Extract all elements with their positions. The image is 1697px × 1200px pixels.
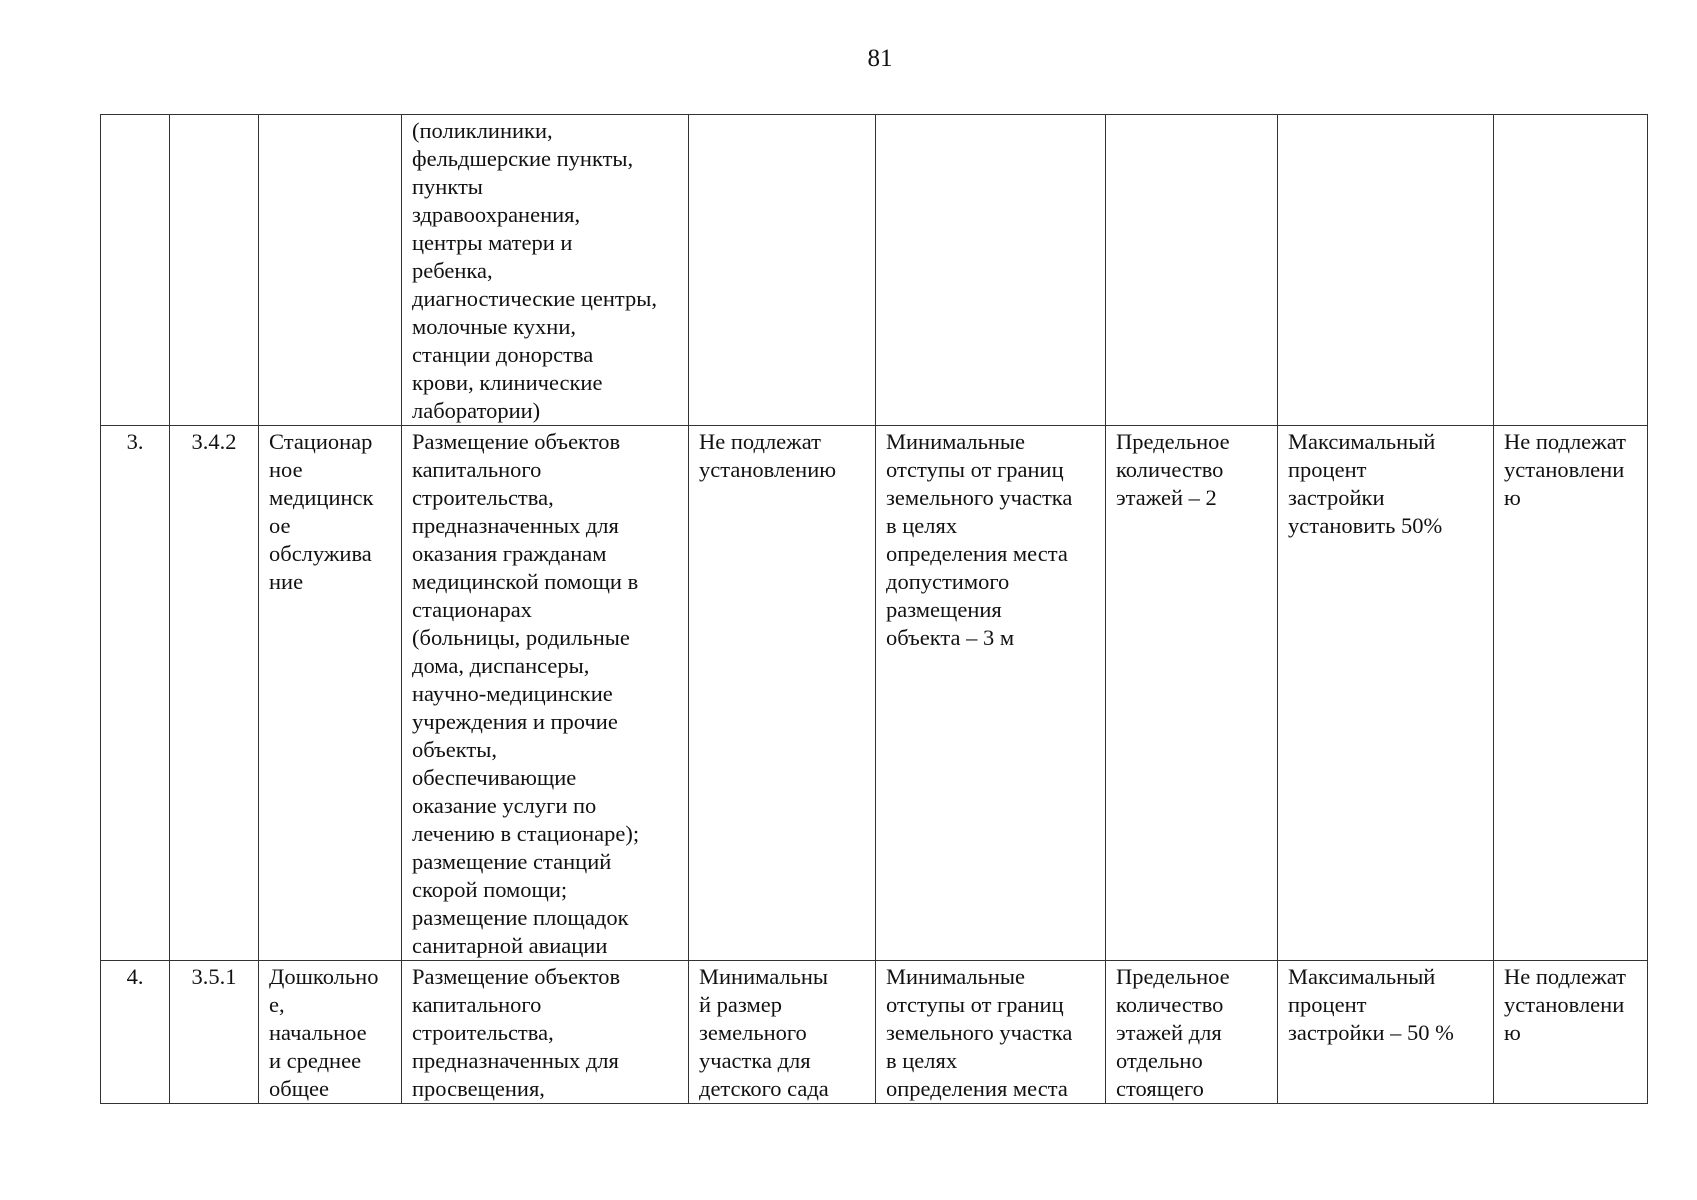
- row-number-cell: [101, 115, 170, 426]
- setbacks-cell: [876, 115, 1106, 426]
- use-name-cell: Дошкольно е, начальное и среднее общее: [259, 961, 402, 1104]
- table-row: [101, 426, 1648, 961]
- floors-cell: Предельное количество этажей – 2: [1106, 426, 1278, 961]
- coverage-cell: Максимальный процент застройки – 50 %: [1278, 961, 1494, 1104]
- other-parameters-cell: [1494, 115, 1648, 426]
- table-row: [101, 961, 1648, 1104]
- use-name-cell: Стационар ное медицинск ое обслужива ние: [259, 426, 402, 961]
- use-name-cell: [259, 115, 402, 426]
- land-size-cell: Минимальны й размер земельного участка для детского сада: [689, 961, 876, 1104]
- row-number-cell: 3.: [101, 426, 170, 961]
- page-number: 81: [867, 45, 893, 72]
- table-row: [101, 115, 1648, 426]
- coverage-cell: Максимальный процент застройки установить 50%: [1278, 426, 1494, 961]
- other-parameters-cell: Не подлежат установлени ю: [1494, 426, 1648, 961]
- coverage-cell: [1278, 115, 1494, 426]
- land-size-cell: Не подлежат установлению: [689, 426, 876, 961]
- use-code-cell: 3.5.1: [170, 961, 259, 1104]
- floors-cell: Предельное количество этажей для отдельно стоящего: [1106, 961, 1278, 1104]
- use-description-cell: Размещение объектов капитального строительства, предназначенных для оказания гражданам медицинской помощи в стационарах (больницы, родильные дома, диспансеры, научно-медицинские учреждения и прочие объекты, обеспечивающие оказание услуги по лечению в стационаре); размещение станций скорой помощи; размещение площадок санитарной авиации: [402, 426, 689, 961]
- other-parameters-cell: Не подлежат установлени ю: [1494, 961, 1648, 1104]
- row-number-cell: 4.: [101, 961, 170, 1104]
- land-size-cell: [689, 115, 876, 426]
- use-code-cell: [170, 115, 259, 426]
- use-code-cell: 3.4.2: [170, 426, 259, 961]
- use-description-cell: Размещение объектов капитального строительства, предназначенных для просвещения,: [402, 961, 689, 1104]
- floors-cell: [1106, 115, 1278, 426]
- land-use-regulations-table: [100, 114, 1648, 1104]
- setbacks-cell: Минимальные отступы от границ земельного участка в целях определения места: [876, 961, 1106, 1104]
- use-description-cell: (поликлиники, фельдшерские пункты, пункты здравоохранения, центры матери и ребенка, диагностические центры, молочные кухни, станции донорства крови, клинические лаборатории): [402, 115, 689, 426]
- setbacks-cell: Минимальные отступы от границ земельного участка в целях определения места допустимого размещения объекта – 3 м: [876, 426, 1106, 961]
